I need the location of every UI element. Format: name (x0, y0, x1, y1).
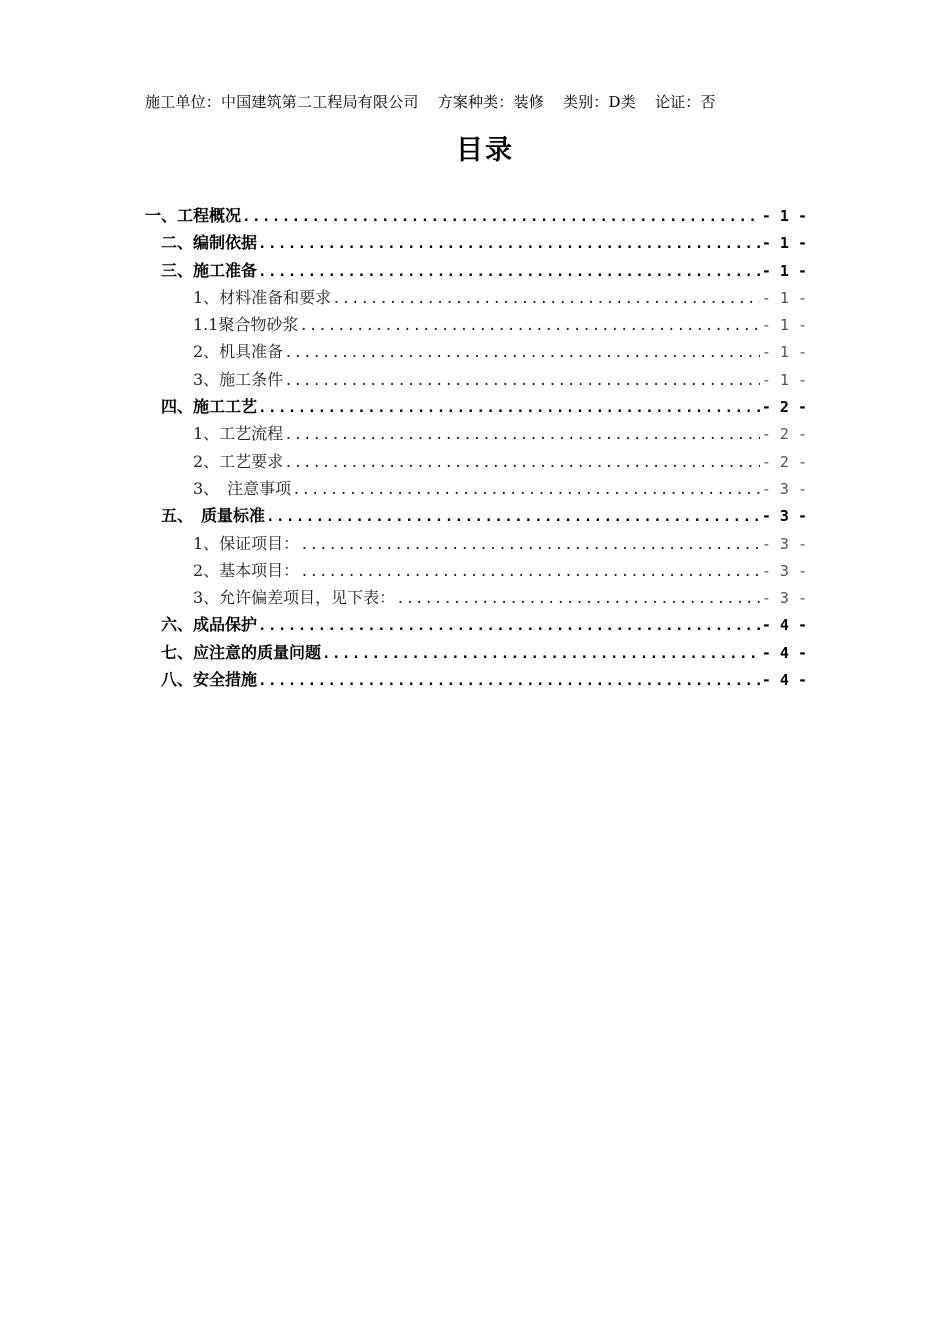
toc-entry-title: 1、工艺流程 (193, 424, 284, 444)
toc-entry-page: - 4 - (761, 616, 807, 635)
toc-entry-page: - 1 - (761, 343, 807, 362)
toc-entry-title: 2、基本项目： (193, 560, 300, 580)
toc-entry[interactable] (145, 639, 807, 666)
toc-leader-dots (258, 395, 760, 422)
toc-leader-dots (299, 313, 759, 340)
toc-entry-title: 1、材料准备和要求 (193, 287, 332, 307)
toc-entry-title: 1.1聚合物砂浆 (193, 315, 299, 335)
toc-leader-dots (292, 477, 760, 504)
toc-entry-page: - 2 - (761, 452, 807, 471)
toc-leader-dots (258, 613, 760, 640)
toc-entry-page: - 1 - (761, 288, 807, 307)
toc-entry-page: - 4 - (761, 643, 807, 662)
toc-entry-title: 3、允许偏差项目，见下表： (193, 588, 396, 608)
toc-entry[interactable] (145, 448, 807, 475)
toc-entry-title: 2、机具准备 (193, 342, 284, 362)
toc-entry-page: - 4 - (761, 671, 807, 690)
category: 类别：D类 (562, 93, 636, 111)
construction-unit: 施工单位：中国建筑第二工程局有限公司 (145, 93, 419, 111)
toc-entry[interactable] (145, 202, 807, 229)
toc-entry[interactable] (145, 311, 807, 338)
toc-leader-dots (396, 586, 760, 613)
toc-entry[interactable] (145, 475, 807, 502)
toc-entry-title: 五、 质量标准 (161, 506, 266, 526)
toc-entry-page: - 3 - (761, 534, 807, 553)
toc-entry-title: 四、施工工艺 (161, 397, 258, 417)
toc-entry-title: 二、编制依据 (161, 233, 258, 253)
toc-entry[interactable] (145, 611, 807, 638)
document-header (145, 91, 730, 112)
toc-entry[interactable] (145, 502, 807, 529)
toc-entry[interactable] (145, 666, 807, 693)
demonstration: 论证：否 (654, 93, 716, 111)
toc-leader-dots (300, 559, 760, 586)
toc-entry-page: - 1 - (761, 316, 807, 335)
toc-leader-dots (258, 231, 760, 258)
toc-leader-dots (242, 204, 760, 231)
toc-entry-page: - 3 - (761, 561, 807, 580)
toc-entry-title: 六、成品保护 (161, 615, 258, 635)
toc-leader-dots (284, 340, 760, 367)
toc-entry[interactable] (145, 420, 807, 447)
toc-entry[interactable] (145, 366, 807, 393)
toc-entry[interactable] (145, 257, 807, 284)
toc-entry-title: 3、 注意事项 (193, 478, 292, 498)
toc-entry[interactable] (145, 530, 807, 557)
plan-type: 方案种类：装修 (437, 93, 544, 111)
toc-entry[interactable] (145, 584, 807, 611)
toc-leader-dots (300, 532, 760, 559)
toc-leader-dots (284, 450, 760, 477)
toc-entry-title: 七、应注意的质量问题 (161, 642, 322, 662)
toc-entry-title: 三、施工准备 (161, 260, 258, 280)
toc-entry[interactable] (145, 338, 807, 365)
toc-entry-title: 3、施工条件 (193, 369, 284, 389)
toc-entry-title: 1、保证项目： (193, 533, 300, 553)
toc-entry-page: - 1 - (761, 261, 807, 280)
toc-entry-title: 八、安全措施 (161, 670, 258, 690)
toc-entry-title: 2、工艺要求 (193, 451, 284, 471)
toc-entry-page: - 3 - (761, 479, 807, 498)
toc-entry-page: - 3 - (761, 589, 807, 608)
toc-leader-dots (266, 504, 760, 531)
toc-entry-page: - 3 - (761, 507, 807, 526)
toc-entry-page: - 1 - (761, 370, 807, 389)
toc-leader-dots (322, 641, 760, 668)
toc-entry-page: - 1 - (761, 234, 807, 253)
toc-entry-title: 一、工程概况 (145, 206, 242, 225)
toc-leader-dots (258, 668, 760, 695)
toc-entry-page: - 2 - (761, 425, 807, 444)
toc-entry[interactable] (145, 393, 807, 420)
toc-entry[interactable] (145, 229, 807, 256)
toc-entry[interactable] (145, 557, 807, 584)
page-title: 目录 (456, 135, 514, 166)
toc-leader-dots (284, 422, 760, 449)
toc-leader-dots (284, 368, 760, 395)
toc-leader-dots (258, 259, 760, 286)
toc-entry-page: - 2 - (761, 398, 807, 417)
table-of-contents (145, 202, 807, 693)
toc-entry[interactable] (145, 284, 807, 311)
toc-leader-dots (332, 286, 760, 313)
toc-entry-page: - 1 - (761, 207, 807, 225)
